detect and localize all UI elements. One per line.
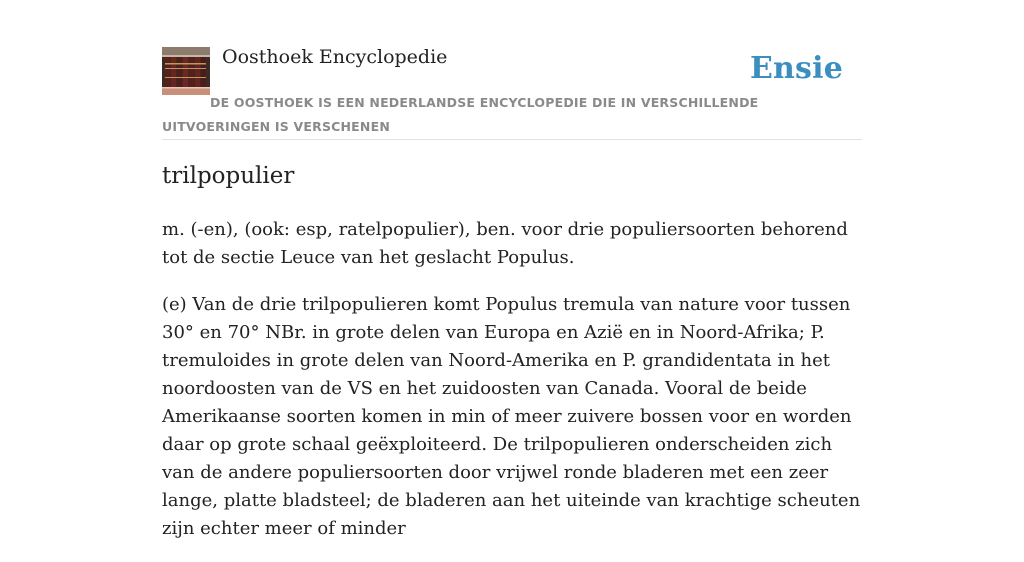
content-container [162,0,862,539]
entry-paragraph: (e) Van de drie trilpopulieren komt Populus tremula van nature voor tussen 30° en 70° NBr. in grote delen van Europa en Azië en in Noord-Afrika; P. tremuloides in grote delen van Noord-Amerika en P. grandidentata in het noordoosten van de VS en het zuidoosten van Canada. Vooral de beide Amerikaanse soorten komen in min of meer zuivere bossen voor en worden daar op grote schaal geëxploiteerd. De trilpopulieren onderscheiden zich van de andere populiersoorten door vrijwel ronde bladeren met een zeer lange, platte bladsteel; de bladeren aan het uiteinde van krachtige scheuten zijn echter meer of minder [162,294,861,539]
source-title[interactable]: Oosthoek Encyclopedie [222,46,448,68]
entry-body [162,216,862,562]
source-header [162,0,862,140]
source-description: DE OOSTHOEK IS EEN NEDERLANDSE ENCYCLOPEDIE DIE IN VERSCHILLENDE UITVOERINGEN IS VERSCHENEN [162,95,759,134]
source-avatar[interactable] [162,47,210,95]
entry-paragraph: m. (-en), (ook: esp, ratelpopulier), ben. voor drie populiersoorten behorend tot de sectie Leuce van het geslacht Populus. [162,219,848,268]
ensie-logo-link[interactable]: Ensie [749,51,843,86]
encyclopedia-books-icon [162,47,210,95]
entry-title: trilpopulier [162,163,295,189]
